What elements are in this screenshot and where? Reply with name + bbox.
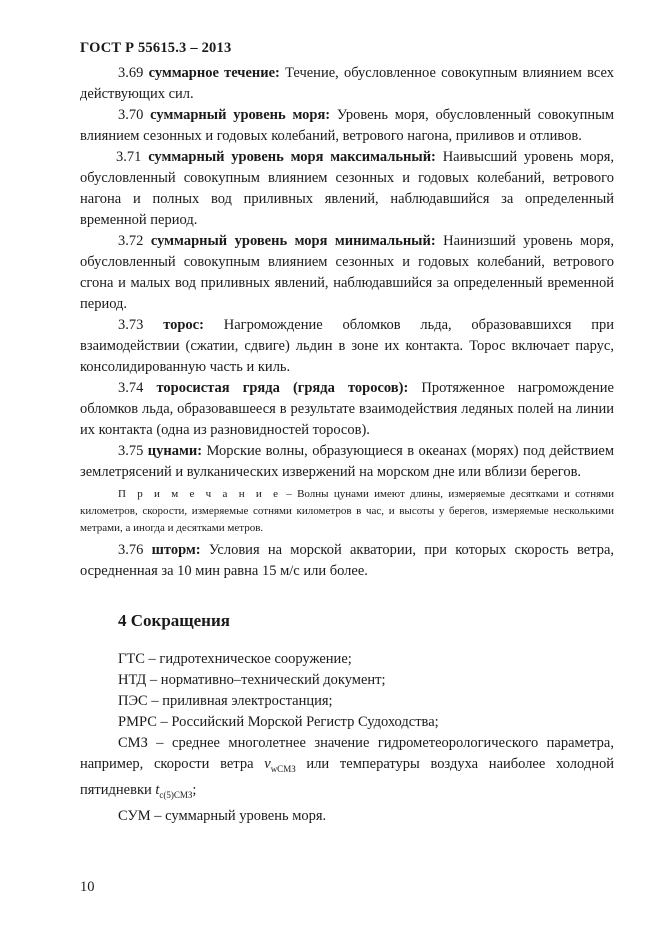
term-name: суммарный уровень моря минимальный: — [150, 233, 436, 249]
term-number: 3.72 — [118, 233, 144, 249]
term-definition: Протяженное нагромождение обломков льда, образовавшееся в результате взаимодействия ледяных полей на линии их контакта (одна из разновидностей торосов). — [80, 380, 614, 438]
abbreviation-ntd: НТД – нормативно–технический документ; — [118, 672, 386, 688]
term-3-76 — [80, 540, 614, 582]
term-name: торос: — [163, 317, 204, 333]
term-3-73 — [80, 315, 614, 378]
smz-var-v-sub: wСМЗ — [270, 763, 296, 774]
page-number: 10 — [80, 879, 95, 895]
term-3-70 — [80, 105, 614, 147]
note-text: – Волны цунами имеют длины, измеряемые десятками и сотнями километров, скорости, измеряемые сотнями километров в час, и высоты у берегов, измеряемые несколькими метрами, а иногда и десятками метров. — [80, 488, 614, 534]
term-definition: Морские волны, образующиеся в океанах (морях) под действием землетрясений и вулканических извержений на морском дне или вблизи берегов. — [80, 443, 614, 480]
term-definition: Наинизший уровень моря, обусловленный совокупным влиянием сезонных и годовых колебаний, ветрового сгона и малых вод приливных явлений, наблюдавшийся за определенный временной период. — [80, 233, 615, 312]
term-name: шторм: — [151, 542, 201, 558]
abbreviation-rmrs: РМРС – Российский Морской Регистр Судоходства; — [118, 714, 439, 730]
term-number: 3.70 — [118, 107, 144, 123]
smz-var-t: t — [155, 781, 160, 798]
term-number: 3.71 — [116, 149, 142, 165]
term-name: суммарный уровень моря максимальный: — [148, 149, 436, 165]
smz-text-middle: или температуры воздуха наиболее холодной пятидневки — [80, 756, 615, 798]
term-3-69 — [80, 63, 614, 105]
section-title: 4 Сокращения — [118, 611, 230, 630]
term-definition: Нагромождение обломков льда, образовавшихся при взаимодействии (сжатии, сдвиге) льдин в зоне их контакта. Торос включает парус, консолидированную часть и киль. — [80, 317, 615, 375]
note — [80, 486, 614, 537]
term-definition: Условия на морской акватории, при которых скорость ветра, осредненная за 10 мин равна 15 м/с или более. — [80, 542, 615, 579]
smz-text-after: ; — [192, 781, 197, 798]
term-definition: Уровень моря, обусловленный совокупным влиянием сезонных и годовых колебаний, ветрового нагона, приливов и отливов. — [80, 107, 615, 144]
term-number: 3.75 — [118, 443, 144, 459]
smz-var-t-sub: c(5)СМЗ — [159, 789, 193, 800]
term-number: 3.76 — [118, 542, 144, 558]
term-3-72 — [80, 231, 614, 315]
term-3-71 — [80, 147, 614, 231]
term-3-74 — [80, 378, 614, 441]
document-body — [80, 63, 614, 827]
abbreviation-pes: ПЭС – приливная электростанция; — [118, 693, 333, 709]
abbreviation-sum: СУМ – суммарный уровень моря. — [118, 807, 327, 824]
term-name: суммарный уровень моря: — [150, 107, 331, 123]
term-name: торосистая гряда (гряда торосов): — [156, 380, 409, 396]
term-name: суммарное течение: — [148, 65, 280, 81]
smz-text-before: СМЗ – среднее многолетнее значение гидрометеорологического параметра, например, скорости ветра — [80, 735, 614, 772]
smz-var-v: v — [264, 756, 271, 772]
term-number: 3.69 — [118, 65, 144, 81]
document-header: ГОСТ Р 55615.3 – 2013 — [80, 40, 232, 56]
term-definition: Течение, обусловленное совокупным влиянием всех действующих сил. — [80, 65, 615, 102]
term-number: 3.74 — [118, 380, 144, 396]
term-3-75 — [80, 441, 614, 483]
term-definition: Наивысший уровень моря, обусловленный совокупным влиянием сезонных и годовых колебаний, ветрового нагона и полных вод приливных явлений, наблюдавшийся за определенный временной период. — [80, 149, 614, 228]
note-label: П р и м е ч а н и е — [118, 488, 281, 500]
term-name: цунами: — [147, 443, 203, 459]
abbreviation-gts: ГТС – гидротехническое сооружение; — [118, 651, 352, 667]
term-number: 3.73 — [118, 317, 144, 333]
abbreviation-smz — [80, 733, 614, 806]
